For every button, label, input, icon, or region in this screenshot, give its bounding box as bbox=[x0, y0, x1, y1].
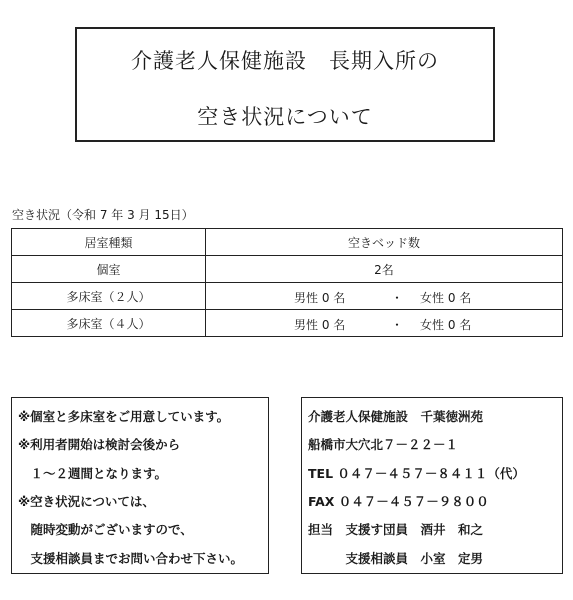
staff-line: 担当 支援す団員 酒井 和之 bbox=[308, 522, 484, 537]
facility-name: 介護老人保健施設 千葉徳洲苑 bbox=[308, 409, 484, 424]
room-type-cell: 多床室（２人） bbox=[12, 283, 206, 310]
separator: ・ bbox=[391, 291, 404, 305]
table-header-row bbox=[12, 229, 563, 256]
header-vacant-beds: 空きベッド数 bbox=[206, 229, 563, 256]
female-count: 女性 0 名 bbox=[420, 291, 472, 305]
note-line: ※利用者開始は検討会後から bbox=[18, 437, 181, 452]
note-line: 随時変動がございますので、 bbox=[18, 522, 193, 537]
fax-number: FAX ０４７－４５７－９８００ bbox=[308, 494, 489, 509]
room-type-cell: 多床室（４人） bbox=[12, 310, 206, 337]
vacancy-cell: 2名 bbox=[206, 256, 563, 283]
status-date: 空き状況（令和 7 年 3 月 15日） bbox=[12, 208, 194, 222]
male-count: 男性 0 名 bbox=[294, 318, 346, 332]
vacancy-table bbox=[11, 228, 563, 337]
note-line: １～２週間となります。 bbox=[18, 466, 168, 481]
room-type-cell: 個室 bbox=[12, 256, 206, 283]
female-count: 女性 0 名 bbox=[420, 318, 472, 332]
title-line-1: 介護老人保健施設 長期入所の bbox=[131, 49, 439, 73]
vacancy-cell bbox=[206, 310, 563, 337]
table-row bbox=[12, 310, 563, 337]
note-line: 支援相談員までお問い合わせ下さい。 bbox=[18, 551, 244, 566]
header-room-type: 居室種類 bbox=[12, 229, 206, 256]
table-row bbox=[12, 256, 563, 283]
male-count: 男性 0 名 bbox=[294, 291, 346, 305]
address: 船橋市大穴北７－２２－１ bbox=[308, 437, 459, 452]
staff-line: 支援相談員 小室 定男 bbox=[308, 551, 484, 566]
separator: ・ bbox=[391, 318, 404, 332]
notes-box bbox=[11, 397, 269, 574]
note-line: ※個室と多床室をご用意しています。 bbox=[18, 409, 230, 424]
table-row bbox=[12, 283, 563, 310]
phone-number: TEL ０４７－４５７－８４１１（代） bbox=[308, 466, 525, 481]
title-box bbox=[75, 27, 495, 142]
note-line: ※空き状況については、 bbox=[18, 494, 155, 509]
title-line-2: 空き状況について bbox=[197, 105, 373, 129]
vacancy-cell bbox=[206, 283, 563, 310]
contact-box bbox=[301, 397, 563, 574]
